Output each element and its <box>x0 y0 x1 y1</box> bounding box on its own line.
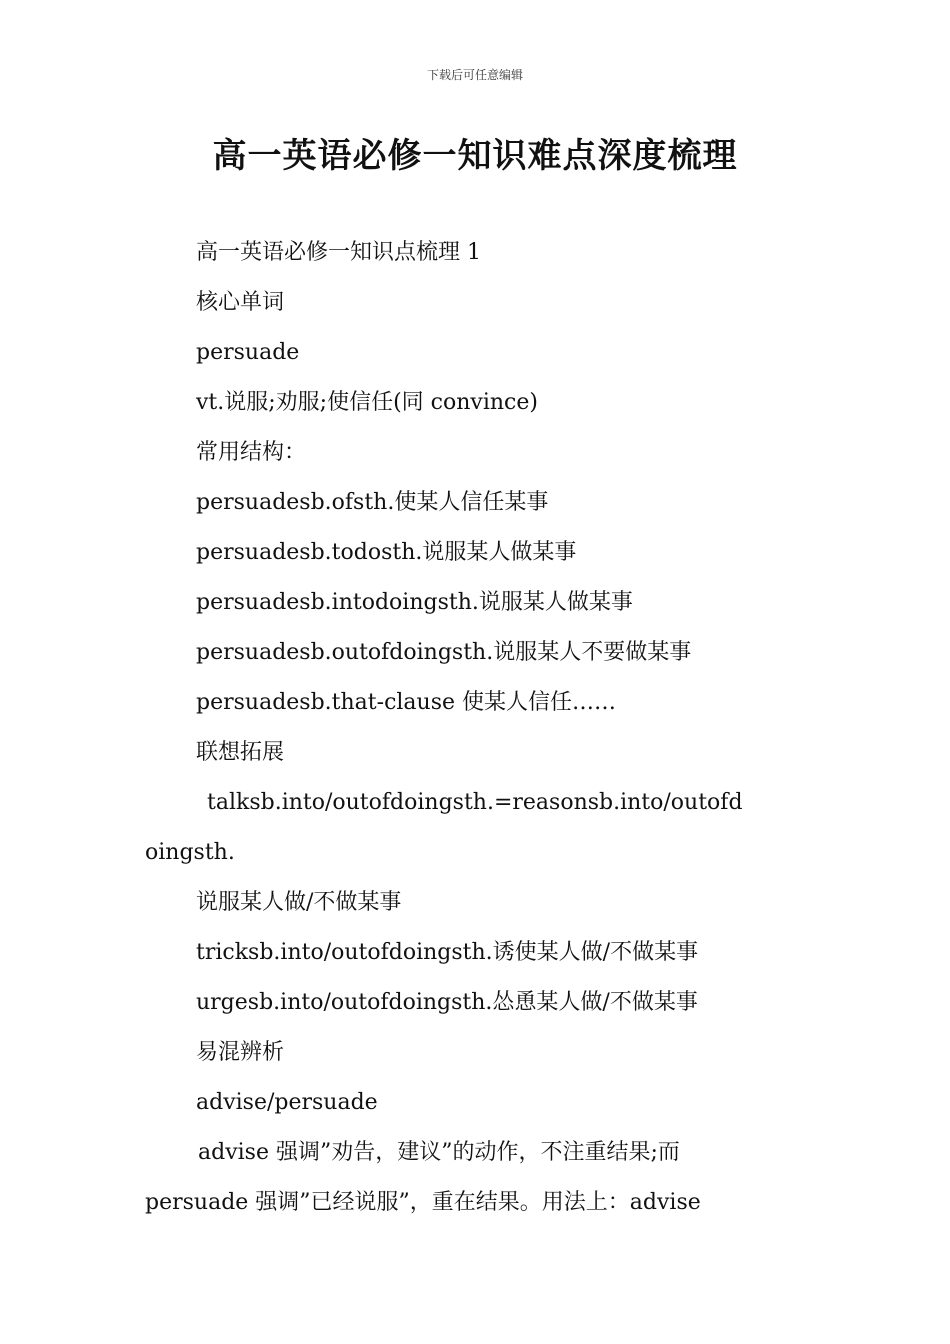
subheading-common-structures: 常用结构： <box>196 440 307 465</box>
extension-line: tricksb.into/outofdoingsth.诱使某人做/不做某事 <box>196 940 699 965</box>
vocab-definition: vt.说服;劝服;使信任(同 convince) <box>196 390 538 415</box>
extension-meaning: 说服某人做/不做某事 <box>196 890 402 915</box>
subheading-core-words: 核心单词 <box>196 290 285 315</box>
comparison-words: advise/persuade <box>196 1090 378 1115</box>
structure-line: persuadesb.that-clause 使某人信任…… <box>196 690 617 715</box>
comparison-explanation-continued: persuade 强调”已经说服”，重在结果。用法上：advise <box>145 1190 701 1215</box>
structure-line: persuadesb.ofsth.使某人信任某事 <box>196 490 549 515</box>
extension-line: talksb.into/outofdoingsth.=reasonsb.into/outofd <box>207 790 743 815</box>
subheading-extension: 联想拓展 <box>196 740 285 765</box>
subheading-comparison: 易混辨析 <box>196 1040 285 1065</box>
structure-line: persuadesb.outofdoingsth.说服某人不要做某事 <box>196 640 692 665</box>
header-note: 下载后可任意编辑 <box>426 68 523 82</box>
comparison-explanation: advise 强调”劝告，建议”的动作，不注重结果;而 <box>198 1140 680 1165</box>
vocab-word: persuade <box>196 340 300 365</box>
document-body <box>145 228 810 1228</box>
structure-line: persuadesb.intodoingsth.说服某人做某事 <box>196 590 633 615</box>
extension-line: urgesb.into/outofdoingsth.怂恿某人做/不做某事 <box>196 990 698 1015</box>
structure-line: persuadesb.todosth.说服某人做某事 <box>196 540 577 565</box>
section-heading: 高一英语必修一知识点梳理 1 <box>196 240 481 265</box>
extension-line-continued: oingsth. <box>145 840 235 865</box>
document-title: 高一英语必修一知识难点深度梳理 <box>212 136 738 176</box>
